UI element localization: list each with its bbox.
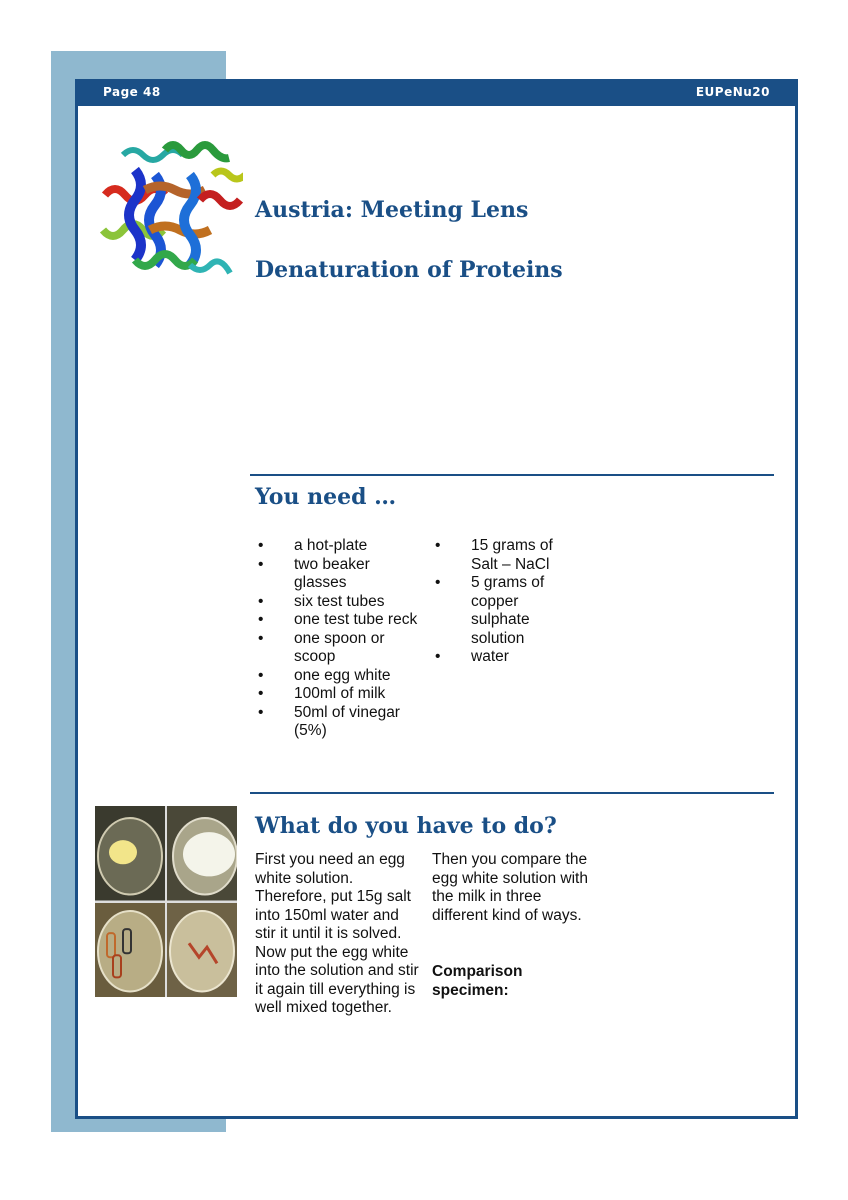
protein-structure-image [95, 135, 243, 295]
page-number: Page 48 [103, 85, 161, 99]
bullet-icon: • [435, 537, 441, 554]
bullet-icon: • [258, 611, 264, 628]
bullet-icon: • [258, 666, 264, 684]
bullet-icon: • [258, 555, 264, 573]
list-item: • 15 grams of Salt – NaCl [435, 537, 553, 573]
milk-in-dish-photo [167, 806, 237, 901]
bullet-icon: • [258, 685, 264, 702]
clips-in-dish-photo [95, 903, 165, 998]
section-divider [250, 792, 774, 794]
list-item: • a hot-plate [258, 537, 368, 554]
bullet-icon: • [258, 537, 264, 554]
materials-list-2 [432, 537, 572, 667]
list-item: • 5 grams of copper sulphate solution [435, 574, 545, 647]
list-item: • 50ml of vinegar (5%) [258, 703, 400, 739]
list-item: • one egg white [258, 666, 391, 684]
egg-in-dish-photo [95, 806, 165, 901]
title-meeting: Austria: Meeting Lens [255, 197, 529, 223]
list-item: • water [435, 648, 509, 665]
bullet-icon: • [258, 703, 264, 721]
materials-list-1 [255, 537, 420, 741]
experiment-photos [95, 806, 237, 997]
heading-what-to-do: What do you have to do? [255, 813, 557, 839]
list-item: • 100ml of milk [258, 685, 386, 702]
section-divider [250, 474, 774, 476]
bullet-icon: • [258, 629, 264, 647]
bullet-icon: • [435, 574, 441, 591]
copper-in-dish-photo [167, 903, 237, 998]
comparison-specimen-label: Comparison specimen: [432, 963, 523, 999]
comparison-paragraph: Then you compare the egg white solution with the milk in three different kind of ways. [432, 851, 588, 924]
bullet-icon: • [258, 592, 264, 610]
title-topic: Denaturation of Proteins [255, 257, 563, 283]
page-header [75, 79, 798, 106]
heading-you-need: You need … [255, 484, 397, 510]
instructions-paragraph: First you need an egg white solution. Therefore, put 15g salt into 150ml water and stir it until it is solved. Now put the egg white into the solution and stir it again till everything is well mixed together. [255, 851, 419, 1016]
list-item: • six test tubes [258, 592, 385, 610]
list-item: • one spoon or scoop [258, 629, 385, 665]
bullet-icon: • [435, 648, 441, 665]
document-code: EUPeNu20 [695, 85, 770, 99]
list-item: • two beaker glasses [258, 555, 370, 591]
list-item: • one test tube reck [258, 611, 418, 628]
